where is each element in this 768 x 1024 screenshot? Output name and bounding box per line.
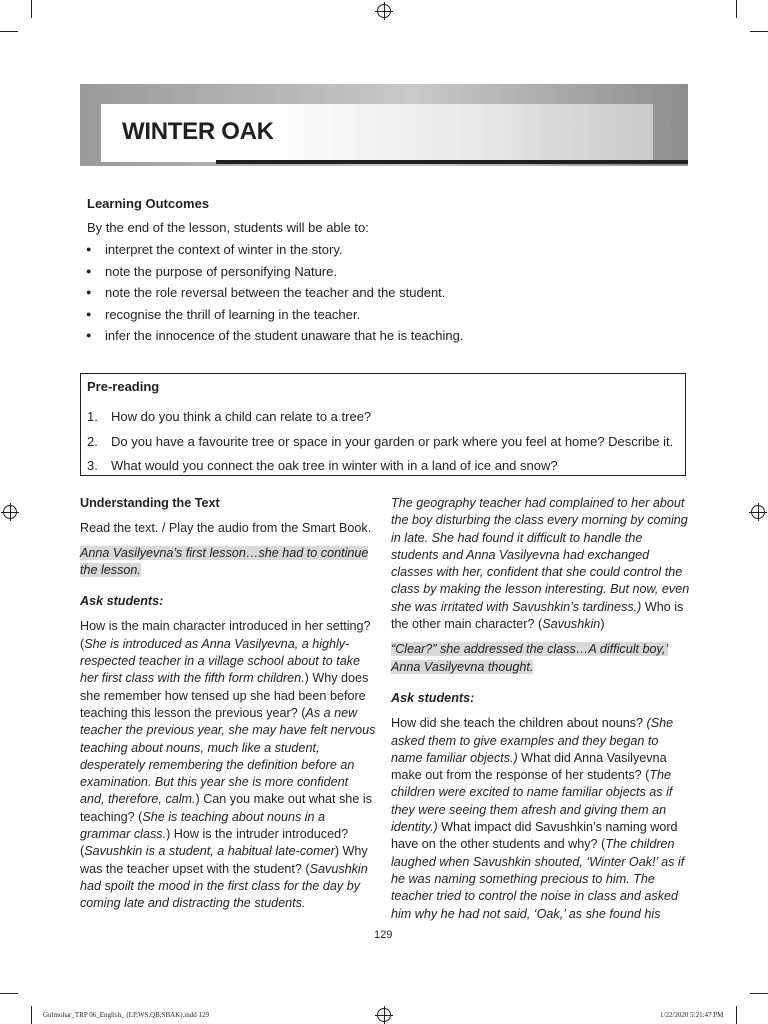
learning-outcomes-heading: Learning Outcomes <box>87 196 210 211</box>
page-title: WINTER OAK <box>122 118 274 145</box>
crop-mark <box>736 1006 737 1024</box>
item-number: 1. <box>87 409 98 424</box>
crop-mark <box>750 993 768 994</box>
text-run: Who is the other main character? ( <box>391 599 684 632</box>
text-run: As a new teacher the previous year, she may have felt nervous teaching about nouns, much like a student, desperately remembering the definition before an examination. But this year she is more confident and, therefore, calm. <box>80 705 376 807</box>
list-item: ● interpret the context of winter in the story. <box>105 239 685 261</box>
text-run: ) Why was the teacher upset with the student? ( <box>80 844 368 876</box>
pre-reading-heading: Pre-reading <box>87 379 160 394</box>
footer-timestamp: 1/22/2020 5:21:47 PM <box>660 1011 724 1019</box>
list-item: ● recognise the thrill of learning in the teacher. <box>105 304 685 326</box>
registration-mark-icon <box>377 1008 391 1022</box>
text-run: How is the main character introduced in her setting? ( <box>80 619 371 651</box>
crop-mark <box>31 1006 32 1024</box>
crop-mark <box>0 993 18 994</box>
text-run: Savushkin <box>542 617 601 632</box>
registration-mark-icon <box>751 505 765 519</box>
item-text: Do you have a favourite tree or space in your garden or park where you feel at home? Describe it. <box>111 433 674 449</box>
text-run: ) Why does she remember how tensed up she had been before teaching this lesson the previous year? ( <box>80 671 369 720</box>
registration-mark-icon <box>377 4 391 18</box>
item-number: 3. <box>87 458 98 473</box>
text-run: Savushkin had spoilt the mood in the first class for the day by coming late and distracting the students. <box>80 861 368 911</box>
text-run: The children laughed when Savushkin shouted, ‘Winter Oak!’ as if he was naming something precious to him. The teacher tried to control the noise in class and asked him why he had not said, ‘Oak,’ as she found his <box>391 837 685 921</box>
text-run: The geography teacher had complained to her about the boy disturbing the class every morning by coming in late. She had found it difficult to handle the students and Anna Vasilyevna had exchanged classes with her, confident that she could control the class by making the lesson interesting. But now, even she was irritated with Savushkin’s tardiness.) <box>391 496 690 614</box>
footer-file-info: Gulmohar_TRP 06_English_ (LP,WS,QB,SBAK).indd 129 <box>43 1011 209 1019</box>
list-item: ● infer the innocence of the student unaware that he is teaching. <box>105 325 685 347</box>
registration-mark-icon <box>3 505 17 519</box>
list-item: ● note the role reversal between the teacher and the student. <box>105 282 685 304</box>
excerpt-highlight: “Clear?” she addressed the class…A difficult boy,’ Anna Vasilyevna thought. <box>391 642 669 674</box>
page-number: 129 <box>374 929 393 941</box>
list-item: ● note the purpose of personifying Nature. <box>105 261 685 283</box>
ask-students-heading: Ask students: <box>80 594 164 609</box>
text-run: The children were excited to name familiar objects as if they were seeing them afresh and giving them an identity.) <box>391 768 673 835</box>
instruction-text: Read the text. / Play the audio from the Smart Book. <box>80 521 372 536</box>
body-paragraph <box>391 715 691 923</box>
text-run: What impact did Savushkin’s naming word have on the other students and why? ( <box>391 820 678 852</box>
list-item <box>87 405 682 430</box>
body-paragraph <box>80 618 376 912</box>
crop-mark <box>31 0 32 18</box>
text-run: (She asked them to give examples and they began to name familiar objects.) <box>391 716 674 765</box>
crop-mark <box>0 31 18 32</box>
learning-outcomes-list <box>105 239 685 347</box>
text-run: What did Anna Vasilyevna make out from the response of her students? ( <box>391 750 667 783</box>
title-underline <box>216 160 688 164</box>
item-text: What would you connect the oak tree in winter with in a land of ice and snow? <box>111 458 558 473</box>
body-paragraph <box>391 495 691 633</box>
learning-outcomes-intro: By the end of the lesson, students will be able to: <box>87 220 369 235</box>
excerpt-highlight: Anna Vasilyevna’s first lesson…she had to continue the lesson. <box>80 545 369 577</box>
right-column <box>391 495 691 923</box>
text-run: ) How is the intruder introduced? ( <box>80 827 349 859</box>
crop-mark <box>736 0 737 18</box>
ask-students-heading: Ask students: <box>391 690 475 705</box>
item-text: How do you think a child can relate to a tree? <box>111 409 372 424</box>
item-number: 2. <box>87 433 98 449</box>
text-run: Savushkin is a student, a habitual late-comer <box>84 844 335 859</box>
pre-reading-list <box>87 405 682 479</box>
list-item <box>87 430 682 455</box>
text-run: She is introduced as Anna Vasilyevna, a highly-respected teacher in a village school about to take her first class with the fifth form children. <box>80 636 361 686</box>
left-column <box>80 495 376 913</box>
text-run: How did she teach the children about nouns? <box>391 716 647 731</box>
text-run: She is teaching about nouns in a grammar class. <box>80 809 326 842</box>
text-run: ) <box>600 617 605 632</box>
section-heading: Understanding the Text <box>80 496 220 510</box>
crop-mark <box>750 31 768 32</box>
text-run: ) Can you make out what she is teaching? ( <box>80 792 372 824</box>
list-item <box>87 454 682 479</box>
